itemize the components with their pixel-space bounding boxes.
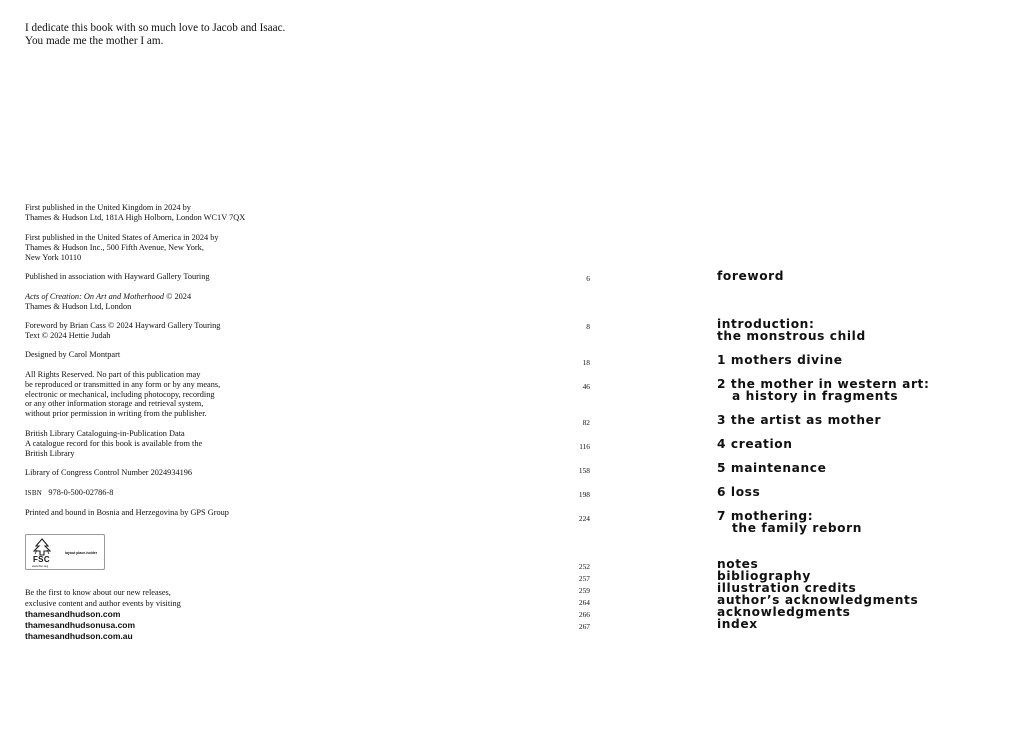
toc-entry-chapter-7[interactable]: [717, 510, 862, 534]
copyright-notice: [25, 292, 325, 312]
imprint-line: Foreword by Brian Cass © 2024 Hayward Gallery Touring: [25, 321, 221, 330]
newsletter-promo: [25, 588, 285, 642]
imprint-line: without prior permission in writing from the publisher.: [25, 409, 207, 419]
toc-entry-label: 3 the artist as mother: [717, 413, 882, 427]
page-number: 224: [578, 514, 590, 523]
page-number: 259: [578, 586, 590, 595]
page-number: 252: [578, 562, 590, 571]
imprint-line: Thames & Hudson Ltd, 181A High Holborn, London WC1V 7QX: [25, 212, 246, 222]
toc-entry-label: notes: [717, 557, 759, 571]
imprint-line: electronic or mechanical, including photocopy, recording: [25, 389, 215, 399]
isbn-label: ISBN: [25, 489, 43, 497]
toc-entry-label: bibliography: [717, 569, 811, 583]
book-title: Acts of Creation: On Art and Motherhood: [25, 292, 165, 301]
website-link[interactable]: thamesandhudson.com: [25, 609, 121, 620]
imprint-line: Library of Congress Control Number 2024934196: [25, 468, 193, 477]
rights-statement: [25, 370, 325, 419]
imprint-line: All Rights Reserved. No part of this publication may: [25, 370, 201, 379]
toc-entry-label: introduction:: [717, 317, 815, 331]
fsc-logo: [25, 534, 105, 570]
loc-number: [25, 468, 325, 478]
toc-entry-label: 4 creation: [717, 437, 793, 451]
imprint-line: or any other information storage and retrieval system,: [25, 399, 204, 409]
cip-data: [25, 429, 325, 458]
toc-entry-label: 1 mothers divine: [717, 353, 843, 367]
page-number: 257: [578, 574, 590, 583]
imprint-line: First published in the United Kingdom in 2024 by: [25, 203, 191, 212]
fsc-url: www.fsc.org: [32, 564, 49, 568]
imprint-line: Thames & Hudson Ltd, London: [25, 301, 132, 311]
page-number: 46: [582, 382, 590, 391]
page-number: 266: [578, 610, 590, 619]
toc-entry-label: acknowledgments: [717, 605, 851, 619]
page-number: 116: [579, 442, 590, 451]
toc-entry-chapter-4[interactable]: [717, 438, 793, 450]
page-number: 264: [578, 598, 590, 607]
imprint-line: Text © 2024 Hettie Judah: [25, 330, 111, 340]
toc-entry-label: 6 loss: [717, 485, 761, 499]
us-publication: [25, 233, 325, 262]
toc-entry-index[interactable]: [717, 618, 758, 630]
toc-entry-label: the family reborn: [732, 521, 863, 535]
toc-entry-label: 5 maintenance: [717, 461, 827, 475]
toc-entry-chapter-5[interactable]: [717, 462, 826, 474]
page-number: 198: [578, 490, 590, 499]
website-link[interactable]: thamesandhudson.com.au: [25, 630, 133, 641]
toc-entry-label: illustration credits: [717, 581, 857, 595]
imprint-line: Published in association with Hayward Gallery Touring: [25, 272, 210, 281]
imprint-line: British Library Cataloguing-in-Publication Data: [25, 429, 185, 438]
toc-entry-label: index: [717, 617, 758, 631]
toc-entry-label: foreword: [717, 269, 785, 283]
toc-entry-label: author’s acknowledgments: [717, 593, 919, 607]
toc-entry-label: 2 the mother in western art:: [717, 377, 930, 391]
toc-entry-label: a history in fragments: [732, 389, 899, 403]
printer-note: [25, 508, 325, 518]
promo-line: exclusive content and author events by visiting: [25, 598, 181, 608]
page-number: 267: [578, 622, 590, 631]
isbn-value: 978-0-500-02786-8: [48, 488, 114, 497]
credits: [25, 321, 325, 341]
toc-entry-chapter-3[interactable]: [717, 414, 881, 426]
dedication-line: You made me the mother I am.: [25, 34, 164, 47]
isbn: [25, 488, 325, 499]
fsc-mark: FSC: [33, 555, 50, 564]
imprint-line: British Library: [25, 448, 75, 458]
imprint-line: New York 10110: [25, 252, 82, 262]
toc-entry-label: 7 mothering:: [717, 509, 814, 523]
uk-publication: [25, 203, 325, 223]
page-number: 82: [582, 418, 590, 427]
page-number: 158: [578, 466, 590, 475]
fsc-tree-icon: [31, 538, 53, 556]
imprint-line: First published in the United States of America in 2024 by: [25, 233, 219, 242]
imprint-line: Printed and bound in Bosnia and Herzegovina by GPS Group: [25, 508, 229, 517]
toc-entry-introduction[interactable]: [717, 318, 866, 342]
promo-line: Be the first to know about our new releases,: [25, 588, 171, 597]
imprint-line: Designed by Carol Montpart: [25, 350, 121, 359]
imprint-line: Thames & Hudson Inc., 500 Fifth Avenue, New York,: [25, 242, 204, 252]
toc-entry-label: the monstrous child: [717, 329, 866, 343]
dedication: [25, 22, 365, 47]
page-number: 18: [582, 358, 590, 367]
toc-entry-chapter-6[interactable]: [717, 486, 760, 498]
toc-entry-foreword[interactable]: [717, 270, 784, 282]
association-note: [25, 272, 325, 282]
imprint-line: be reproduced or transmitted in any form or by any means,: [25, 379, 221, 389]
toc-entry-chapter-2[interactable]: [717, 378, 929, 402]
dedication-line: I dedicate this book with so much love to Jacob and Isaac.: [25, 22, 286, 34]
page-number: 8: [586, 322, 590, 331]
toc-entry-chapter-1[interactable]: [717, 354, 843, 366]
page-number: 6: [586, 274, 590, 283]
fsc-placeholder: layout place-holder: [65, 551, 98, 555]
designer-credit: [25, 350, 325, 360]
website-link[interactable]: thamesandhudsonusa.com: [25, 620, 136, 631]
imprint-line: A catalogue record for this book is available from the: [25, 438, 203, 448]
copyright-year: © 2024: [164, 292, 192, 301]
